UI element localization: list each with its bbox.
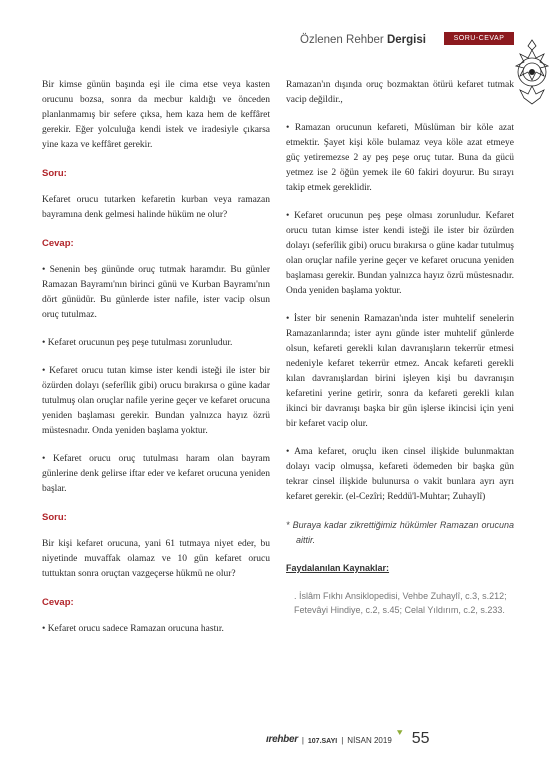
right-column (286, 78, 514, 617)
magazine-title (300, 34, 426, 46)
paragraph: • Kefaret orucu oruç tutulması haram olan bayram günlerine denk gelirse iftar eder ve kefaret orucuna yeniden başlar. (42, 454, 270, 494)
question-text: Kefaret orucu tutarken kefaretin kurban veya ramazan bayramına denk gelmesi halinde hüküm ne olur? (42, 195, 270, 220)
paragraph: • Kefaret orucunun peş peşe tutulması zorunludur. (42, 338, 233, 348)
paragraph: • Ama kefaret, oruçlu iken cinsel ilişkide bulunmaktan dolayı vacip olmuşsa, kefareti ödemeden bir başka gün tekrar cinsel ilişkide bulunursa o vakit bunlara ayrı ayrı kefaret gerekir. (el-Cezîri; Reddü'l-Muhtar; Zuhaylî) (286, 447, 514, 502)
source-item: Fetevâyi Hindiye, c.2, s.45; Celal Yıldırım, c.2, s.233. (294, 605, 505, 615)
question-heading: Soru: (42, 512, 67, 523)
left-column (42, 78, 270, 650)
source-item: . İslâm Fıkhı Ansiklopedisi, Vehbe Zuhaylî, c.3, s.212; (294, 591, 507, 601)
section-badge: SORU-CEVAP (444, 32, 514, 45)
paragraph: • Ramazan orucunun kefareti, Müslüman bir köle azat etmektir. Şayet kişi köle bulamaz veya köle azat etmeye güç yetiremezse 2 ay peş peşe oruç tutar. Buna da gücü yetmez ise 2 öğün yemek ile 60 fakiri doyurur. Bu sırayı takip etmek gereklidir. (286, 123, 514, 193)
paragraph: • Kefaret orucu tutan kimse ister kendi isteği ile ister bir özürden dolayı (seferîlik gibi) orucu bırakırsa o güne kadar tutulmuş olan oruçlar nafile yerine geçer ve kefaret orucuna yeniden başlaması gerekir. Bundan yalnızca hayız özrü müstesnadır. Onda yeniden başlama yoktur. (42, 366, 270, 436)
footer-separator: | (341, 736, 344, 745)
magazine-title-prefix: Özlenen Rehber (300, 34, 384, 46)
answer-heading: Cevap: (42, 597, 74, 608)
page-footer (266, 727, 430, 745)
sources-heading: Faydalanılan Kaynaklar: (286, 563, 390, 573)
sources-list (286, 589, 514, 617)
footer-separator: | (301, 736, 304, 745)
question-text: Bir kişi kefaret orucuna, yani 61 tutmaya niyet eder, bu niyetinde muvaffak olamaz ve 10 gün kefaret orucu tuttuktan sonra oruçtan vazgeçerse hükmü ne olur? (42, 539, 270, 579)
paragraph: • İster bir senenin Ramazan'ında ister muhtelif senelerin Ramazanlarında; ister aynı günde ister muhtelif günlerde olsun, kefareti gerekli kılan davranışların tekerrür etmesi nedeniyle kefaret tekerrür etmez. Ancak kefareti gerekli kılan davranışlardan birini işleyen kişi bu davranışın kefaretini yerine getirir, sonra da kefareti gerekli kılan ikinci bir davranışı başka bir gün işlerse ikincisi için yeni bir kefaret vacip olur. (286, 314, 514, 429)
paragraph: • Senenin beş gününde oruç tutmak haramdır. Bu günler Ramazan Bayramı'nın birinci günü ve Kurban Bayramı'nın dört günüdür. Bu günlerde ister nafile, ister vacip olsun oruç tutulmaz. (42, 265, 270, 320)
paragraph: • Kefaret orucu sadece Ramazan orucuna hastır. (42, 624, 224, 634)
magazine-title-suffix: Dergisi (386, 34, 426, 46)
issue-number: 107.SAYI (307, 738, 338, 745)
footnote: * Buraya kadar zikrettiğimiz hükümler Ramazan orucuna aittir. (286, 520, 514, 545)
brand-logo: ırehber (266, 734, 298, 745)
page-number: 55 (411, 730, 430, 747)
leaf-icon: ⯆ (395, 728, 404, 739)
corner-ornament-icon (510, 36, 553, 108)
paragraph: Ramazan'ın dışında oruç bozmaktan ötürü kefaret tutmak vacip değildir., (286, 80, 514, 105)
answer-heading: Cevap: (42, 238, 74, 249)
paragraph: Bir kimse günün başında eşi ile cima etse veya kasten orucunu bozsa, sonra da mecbur kaldığı ve önceden planlanmamış bir sefere çıksa, hem kaza hem de keffâret gerekir. Eğer yolculuğa kendi istek ve iradesiyle çıkarsa yine kaza ve keffâret gerekir. (42, 80, 270, 150)
paragraph: • Kefaret orucunun peş peşe olması zorunludur. Kefaret orucu tutan kimse ister kendi isteği ile ister bir özürden dolayı (seferîlik gibi) orucu bırakırsa o güne kadar tutulmuş olan oruçlar nafile yerine geçer ve kefaret orucuna yeniden başlaması gerekir. Bundan yalnızca hayız özrü müstesnadır. Onda yeniden başlama yoktur. (286, 211, 514, 296)
issue-date: NİSAN 2019 (347, 736, 392, 745)
question-heading: Soru: (42, 168, 67, 179)
